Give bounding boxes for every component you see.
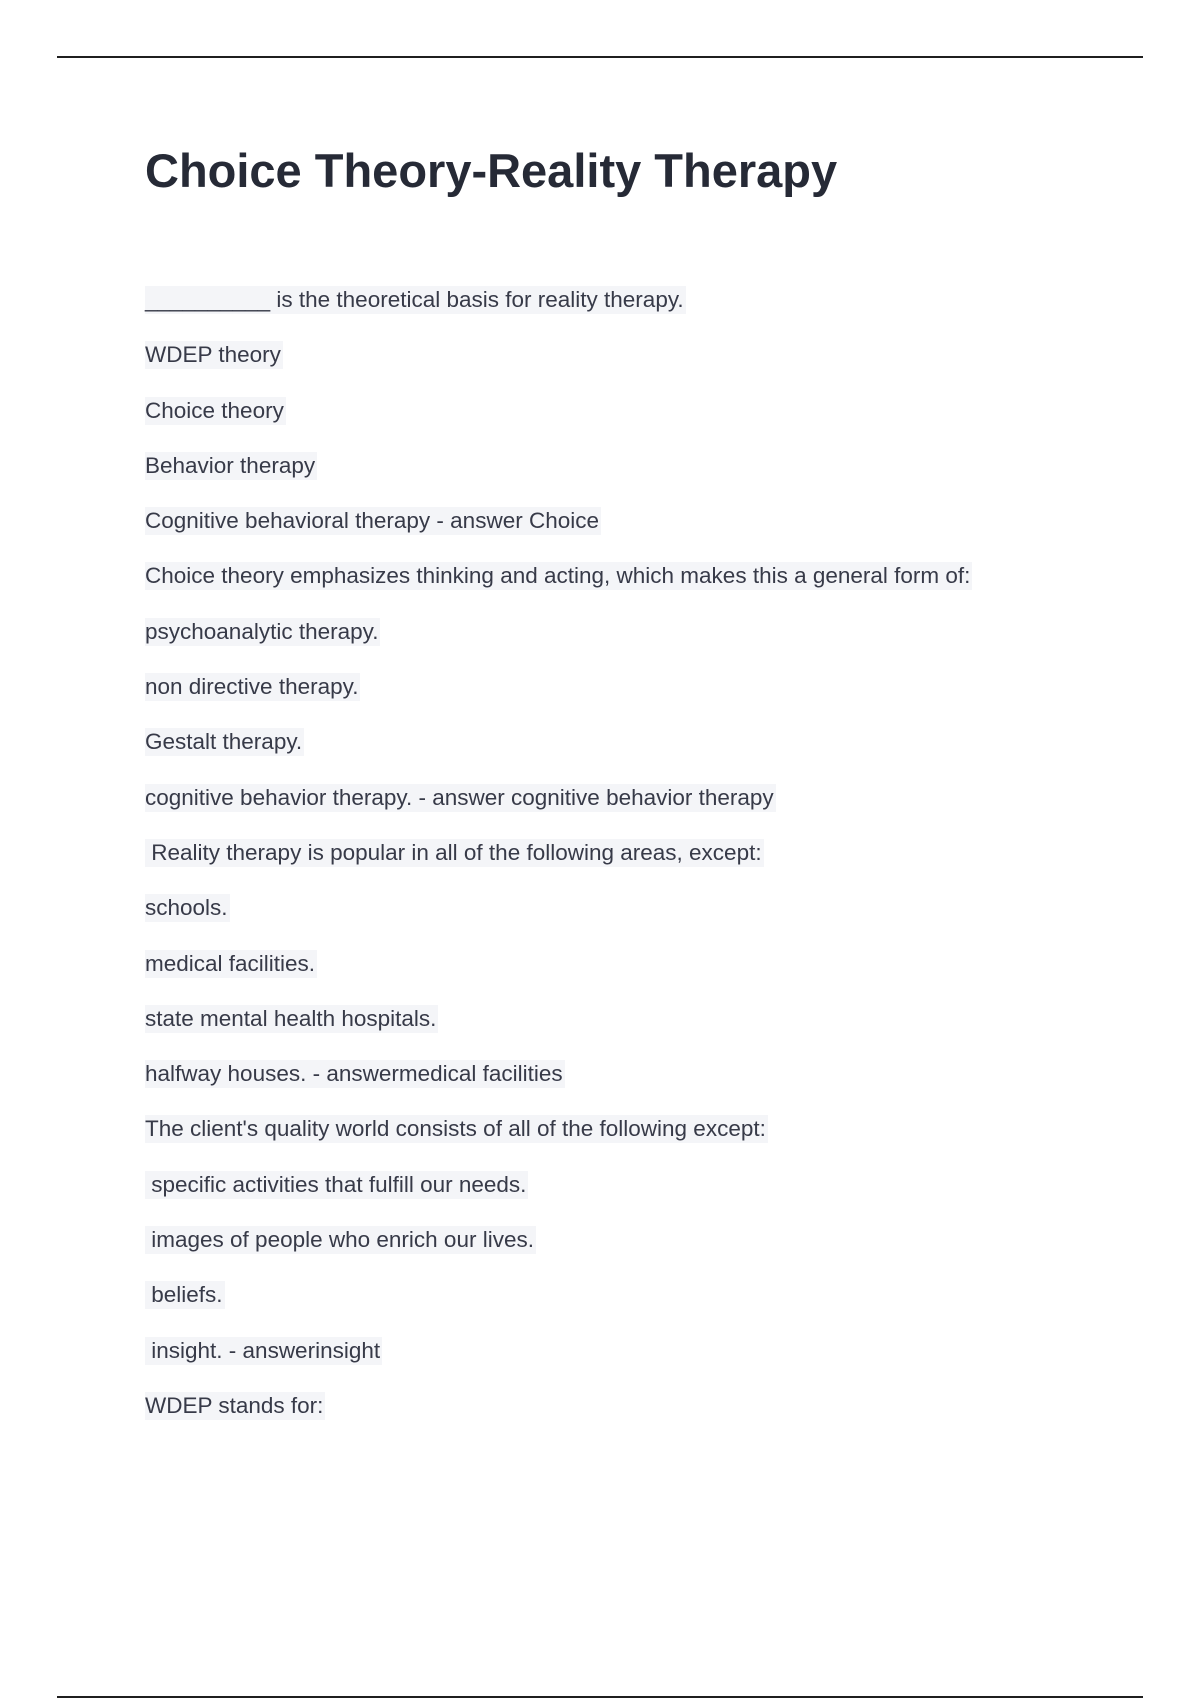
line-text: Reality therapy is popular in all of the following areas, except: [145, 839, 762, 865]
text-line [145, 1005, 972, 1060]
text-line [145, 397, 972, 452]
line-text: psychoanalytic therapy. [145, 618, 379, 644]
line-text: WDEP theory [145, 342, 281, 368]
line-text: Choice theory emphasizes thinking and acting, which makes this a general form of: [145, 563, 971, 589]
text-line [145, 839, 972, 894]
text-line [145, 507, 972, 562]
line-text: WDEP stands for: [145, 1392, 324, 1418]
line-text: insight. - answerinsight [145, 1337, 381, 1363]
top-divider [57, 56, 1143, 58]
text-line [145, 562, 972, 617]
text-line [145, 1281, 972, 1336]
text-line [145, 1171, 972, 1226]
line-text: Cognitive behavioral therapy - answer Choice [145, 508, 599, 534]
text-line [145, 673, 972, 728]
text-line [145, 341, 972, 396]
text-line [145, 452, 972, 507]
text-line [145, 618, 972, 673]
line-text: state mental health hospitals. [145, 1005, 437, 1031]
line-text: non directive therapy. [145, 674, 359, 700]
line-text: Gestalt therapy. [145, 729, 303, 755]
question-list [145, 286, 972, 1447]
line-text: medical facilities. [145, 950, 316, 976]
bottom-divider [57, 1696, 1143, 1698]
text-line [145, 894, 972, 949]
text-line [145, 1060, 972, 1115]
line-text: cognitive behavior therapy. - answer cognitive behavior therapy [145, 784, 774, 810]
text-line [145, 950, 972, 1005]
line-text: The client's quality world consists of all of the following except: [145, 1116, 766, 1142]
line-text: schools. [145, 895, 228, 921]
text-line [145, 784, 972, 839]
text-line [145, 1226, 972, 1281]
text-line [145, 728, 972, 783]
text-line [145, 1392, 972, 1447]
line-text: Choice theory [145, 397, 284, 423]
line-text: __________ is the theoretical basis for reality therapy. [145, 287, 684, 312]
line-text: images of people who enrich our lives. [145, 1227, 534, 1253]
text-line [145, 1115, 972, 1170]
line-text: halfway houses. - answermedical facilities [145, 1061, 563, 1087]
text-line [145, 286, 972, 341]
page-title: Choice Theory-Reality Therapy [145, 144, 838, 197]
line-text: specific activities that fulfill our needs. [145, 1171, 527, 1197]
line-text: Behavior therapy [145, 452, 316, 478]
line-text: beliefs. [145, 1282, 223, 1308]
text-line [145, 1337, 972, 1392]
